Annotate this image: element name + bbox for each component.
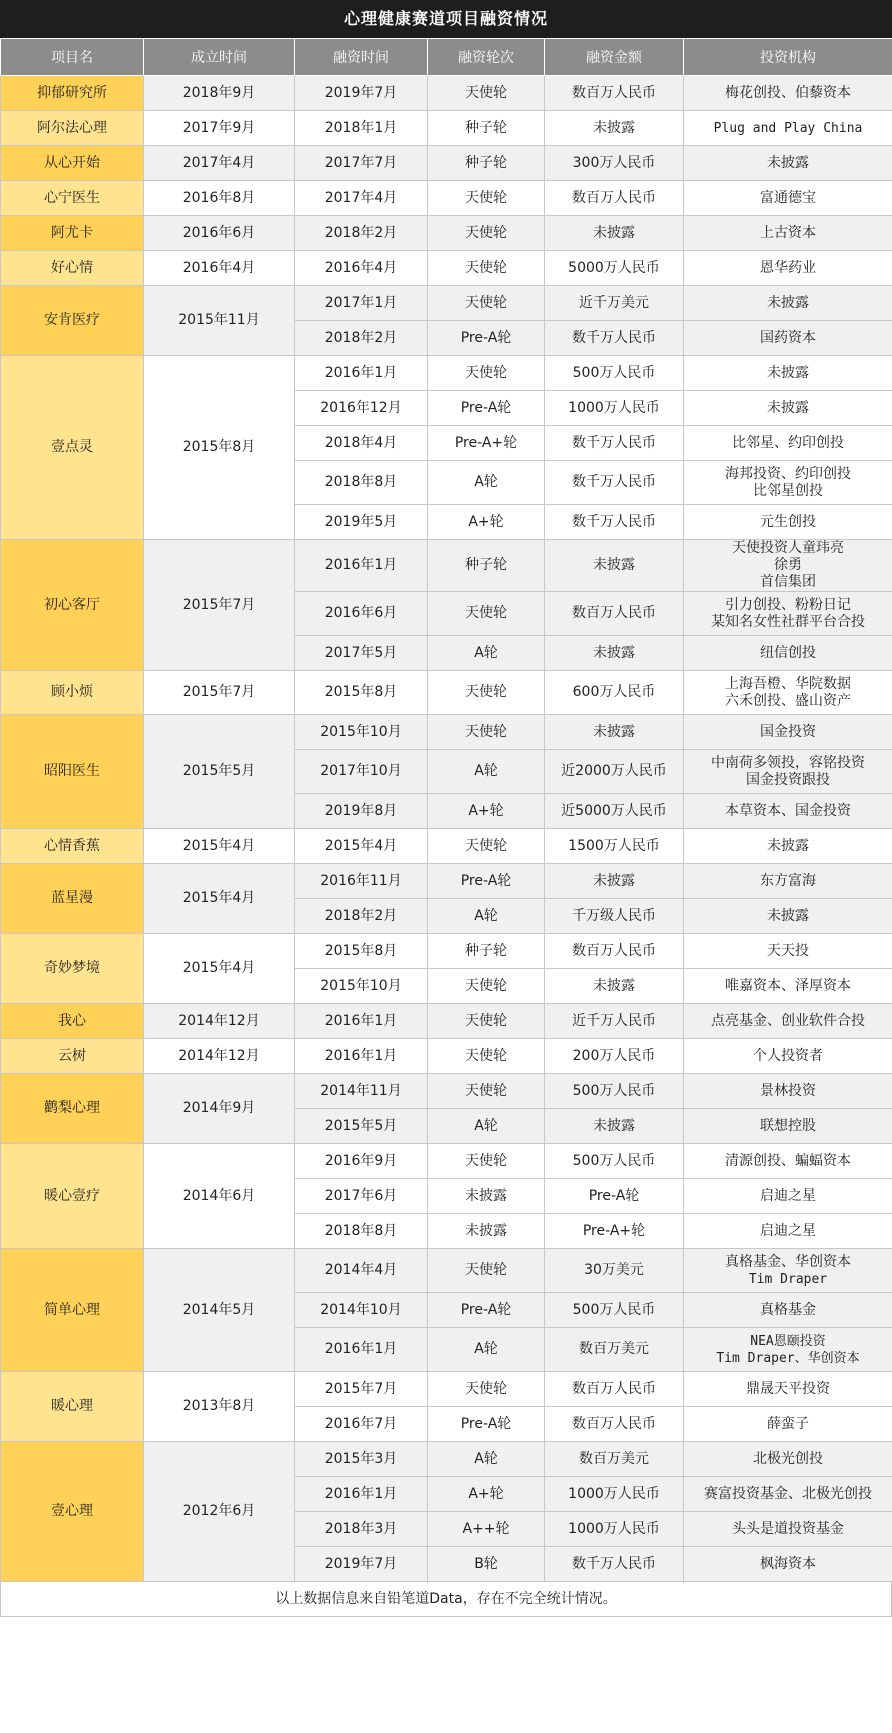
amount-cell: 600万人民币 [545,671,684,715]
investor-line: 中南荷多领投，容铭投资 [711,754,865,771]
project-name-cell: 安肯医疗 [1,286,144,356]
amount-cell: 近5000万人民币 [545,794,684,829]
round-cell: 天使轮 [428,1039,545,1074]
investor-line: 个人投资者 [753,1047,823,1064]
project-name-cell: 我心 [1,1004,144,1039]
header-project: 项目名 [1,39,144,76]
amount-cell: 数千万人民币 [545,505,684,540]
investor-line: 国金投资跟投 [746,771,830,788]
round-cell: 种子轮 [428,934,545,969]
table-row [1,715,892,750]
date-cell: 2016年1月 [295,1328,428,1372]
page-title: 心理健康赛道项目融资情况 [0,0,892,38]
date-cell: 2018年2月 [295,321,428,356]
amount-cell: 数百万人民币 [545,1407,684,1442]
date-cell: 2018年4月 [295,426,428,461]
investors-cell [684,794,892,829]
investors-cell [684,1442,892,1477]
project-name-cell: 壹心理 [1,1442,144,1582]
round-cell: 天使轮 [428,356,545,391]
project-name-cell: 顾小烦 [1,671,144,715]
amount-cell: 未披露 [545,540,684,592]
footer-note: 以上数据信息来自铅笔道Data，存在不完全统计情况。 [0,1582,892,1617]
amount-cell: 近千万美元 [545,286,684,321]
founded-cell: 2015年5月 [144,715,295,829]
founded-cell: 2015年4月 [144,934,295,1004]
investor-line: Tim Draper、华创资本 [716,1350,860,1366]
investor-line: 点亮基金、创业软件合投 [711,1012,865,1029]
date-cell: 2015年7月 [295,1372,428,1407]
date-cell: 2017年1月 [295,286,428,321]
founded-cell: 2014年5月 [144,1249,295,1372]
project-name-cell: 鹳梨心理 [1,1074,144,1144]
amount-cell: Pre-A轮 [545,1179,684,1214]
investor-line: 梅花创投、伯藜资本 [725,84,851,101]
investors-cell [684,671,892,715]
investor-line: 富通德宝 [760,189,816,206]
investor-line: 国金投资 [760,723,816,740]
project-name-cell: 奇妙梦境 [1,934,144,1004]
amount-cell: 数百万人民币 [545,1372,684,1407]
date-cell: 2015年8月 [295,671,428,715]
date-cell: 2015年10月 [295,969,428,1004]
date-cell: 2014年11月 [295,1074,428,1109]
investors-cell [684,1039,892,1074]
founded-cell: 2016年4月 [144,251,295,286]
founded-cell: 2018年9月 [144,76,295,111]
date-cell: 2019年7月 [295,1547,428,1582]
amount-cell: 未披露 [545,636,684,671]
table-row [1,1004,892,1039]
round-cell: 天使轮 [428,216,545,251]
project-name-cell: 抑郁研究所 [1,76,144,111]
investors-cell [684,829,892,864]
founded-cell: 2013年8月 [144,1372,295,1442]
founded-cell: 2014年6月 [144,1144,295,1249]
round-cell: Pre-A轮 [428,1407,545,1442]
amount-cell: 数百万人民币 [545,592,684,636]
round-cell: A轮 [428,461,545,505]
round-cell: 种子轮 [428,111,545,146]
project-name-cell: 壹点灵 [1,356,144,540]
round-cell: 种子轮 [428,540,545,592]
investors-cell [684,1004,892,1039]
amount-cell: 未披露 [545,969,684,1004]
amount-cell: 近千万人民币 [545,1004,684,1039]
table-row [1,181,892,216]
date-cell: 2015年5月 [295,1109,428,1144]
header-row [1,39,892,76]
investor-line: 未披露 [767,154,809,171]
investor-line: 头头是道投资基金 [732,1520,844,1537]
investors-cell [684,111,892,146]
amount-cell: 未披露 [545,1109,684,1144]
project-name-cell: 心宁医生 [1,181,144,216]
amount-cell: 数百万美元 [545,1328,684,1372]
investors-cell [684,1249,892,1293]
round-cell: 未披露 [428,1179,545,1214]
investor-line: 启迪之星 [760,1222,816,1239]
amount-cell: 数百万美元 [545,1442,684,1477]
investors-cell [684,181,892,216]
round-cell: 天使轮 [428,969,545,1004]
founded-cell: 2014年9月 [144,1074,295,1144]
investors-cell [684,461,892,505]
investor-line: 启迪之星 [760,1187,816,1204]
date-cell: 2014年4月 [295,1249,428,1293]
table-row [1,864,892,899]
investors-cell [684,1512,892,1547]
project-name-cell: 阿尔法心理 [1,111,144,146]
round-cell: Pre-A轮 [428,391,545,426]
amount-cell: 数千万人民币 [545,1547,684,1582]
date-cell: 2017年6月 [295,1179,428,1214]
date-cell: 2016年1月 [295,540,428,592]
investors-cell [684,715,892,750]
round-cell: 天使轮 [428,671,545,715]
date-cell: 2016年12月 [295,391,428,426]
round-cell: B轮 [428,1547,545,1582]
amount-cell: 千万级人民币 [545,899,684,934]
amount-cell: 未披露 [545,216,684,251]
investor-line: 首信集团 [760,574,816,590]
amount-cell: 1000万人民币 [545,391,684,426]
investors-cell [684,592,892,636]
header-amount: 融资金额 [545,39,684,76]
investor-line: 未披露 [767,364,809,381]
table-row [1,251,892,286]
founded-cell: 2014年12月 [144,1004,295,1039]
amount-cell: 500万人民币 [545,1074,684,1109]
investor-line: 真格基金、华创资本 [725,1253,851,1270]
amount-cell: 数百万人民币 [545,181,684,216]
investor-line: 枫海资本 [760,1555,816,1572]
round-cell: A轮 [428,1442,545,1477]
date-cell: 2016年9月 [295,1144,428,1179]
founded-cell: 2012年6月 [144,1442,295,1582]
round-cell: Pre-A轮 [428,864,545,899]
round-cell: A轮 [428,750,545,794]
investors-cell [684,1477,892,1512]
investors-cell [684,540,892,592]
date-cell: 2018年2月 [295,216,428,251]
amount-cell: 未披露 [545,715,684,750]
table-row [1,216,892,251]
date-cell: 2016年6月 [295,592,428,636]
amount-cell: 数千万人民币 [545,321,684,356]
round-cell: 天使轮 [428,592,545,636]
investor-line: 海邦投资、约印创投 [725,465,851,482]
founded-cell: 2015年7月 [144,671,295,715]
investor-line: 天天投 [767,942,809,959]
investors-cell [684,864,892,899]
table-row [1,540,892,592]
investors-cell [684,1074,892,1109]
table-row [1,1039,892,1074]
amount-cell: 200万人民币 [545,1039,684,1074]
header-investors: 投资机构 [684,39,892,76]
table-row [1,356,892,391]
amount-cell: 500万人民币 [545,1144,684,1179]
amount-cell: 300万人民币 [545,146,684,181]
round-cell: 天使轮 [428,1249,545,1293]
investors-cell [684,286,892,321]
investors-cell [684,356,892,391]
investor-line: 某知名女性社群平台合投 [711,613,865,630]
date-cell: 2018年3月 [295,1512,428,1547]
investors-cell [684,146,892,181]
founded-cell: 2015年8月 [144,356,295,540]
project-name-cell: 阿尤卡 [1,216,144,251]
date-cell: 2016年1月 [295,1039,428,1074]
table-row [1,934,892,969]
investors-cell [684,899,892,934]
amount-cell: 数千万人民币 [545,461,684,505]
round-cell: A轮 [428,1109,545,1144]
round-cell: 天使轮 [428,1144,545,1179]
date-cell: 2016年1月 [295,1477,428,1512]
project-name-cell: 昭阳医生 [1,715,144,829]
investor-line: 本草资本、国金投资 [725,802,851,819]
date-cell: 2016年1月 [295,1004,428,1039]
investor-line: 北极光创投 [753,1450,823,1467]
amount-cell: 数千万人民币 [545,426,684,461]
date-cell: 2017年4月 [295,181,428,216]
investors-cell [684,426,892,461]
investor-line: 纽信创投 [760,644,816,661]
table-row [1,76,892,111]
founded-cell: 2017年9月 [144,111,295,146]
investor-line: 比邻星创投 [753,482,823,499]
project-name-cell: 好心情 [1,251,144,286]
round-cell: A++轮 [428,1512,545,1547]
round-cell: 天使轮 [428,181,545,216]
investors-cell [684,969,892,1004]
date-cell: 2019年5月 [295,505,428,540]
round-cell: A轮 [428,636,545,671]
date-cell: 2016年1月 [295,356,428,391]
founded-cell: 2015年4月 [144,864,295,934]
amount-cell: 1000万人民币 [545,1477,684,1512]
table-row [1,111,892,146]
investor-line: 元生创投 [760,513,816,530]
investors-cell [684,750,892,794]
table-row [1,1074,892,1109]
project-name-cell: 暖心壹疗 [1,1144,144,1249]
round-cell: Pre-A轮 [428,321,545,356]
round-cell: 天使轮 [428,251,545,286]
round-cell: 未披露 [428,1214,545,1249]
date-cell: 2016年4月 [295,251,428,286]
table-row [1,1144,892,1179]
investors-cell [684,1372,892,1407]
investor-line: 东方富海 [760,872,816,889]
founded-cell: 2014年12月 [144,1039,295,1074]
date-cell: 2018年8月 [295,1214,428,1249]
investor-line: 上古资本 [760,224,816,241]
table-body [1,76,892,1582]
round-cell: 天使轮 [428,1372,545,1407]
date-cell: 2015年10月 [295,715,428,750]
investor-line: 鼎晟天平投资 [746,1380,830,1397]
investor-line: 联想控股 [760,1117,816,1134]
financing-table [0,38,892,1582]
investor-line: 比邻星、约印创投 [732,434,844,451]
investors-cell [684,216,892,251]
date-cell: 2019年8月 [295,794,428,829]
amount-cell: 未披露 [545,864,684,899]
founded-cell: 2016年8月 [144,181,295,216]
investor-line: 六禾创投、盛山资产 [725,692,851,709]
investors-cell [684,1214,892,1249]
investor-line: 薛蛮子 [767,1415,809,1432]
table-row [1,829,892,864]
header-date: 融资时间 [295,39,428,76]
project-name-cell: 蓝星漫 [1,864,144,934]
date-cell: 2018年8月 [295,461,428,505]
investors-cell [684,934,892,969]
date-cell: 2017年10月 [295,750,428,794]
founded-cell: 2015年7月 [144,540,295,671]
round-cell: A+轮 [428,505,545,540]
round-cell: A+轮 [428,794,545,829]
investor-line: 徐勇 [774,557,802,573]
round-cell: 天使轮 [428,286,545,321]
date-cell: 2015年3月 [295,1442,428,1477]
project-name-cell: 心情香蕉 [1,829,144,864]
round-cell: A轮 [428,1328,545,1372]
investors-cell [684,391,892,426]
date-cell: 2016年11月 [295,864,428,899]
project-name-cell: 暖心理 [1,1372,144,1442]
round-cell: 天使轮 [428,715,545,750]
investor-line: 真格基金 [760,1301,816,1318]
investors-cell [684,76,892,111]
investor-line: 引力创投、粉粉日记 [725,596,851,613]
project-name-cell: 云树 [1,1039,144,1074]
amount-cell: 1500万人民币 [545,829,684,864]
amount-cell: 未披露 [545,111,684,146]
date-cell: 2018年2月 [295,899,428,934]
investor-line: 赛富投资基金、北极光创投 [704,1485,872,1502]
investors-cell [684,1547,892,1582]
investors-cell [684,1109,892,1144]
project-name-cell: 初心客厅 [1,540,144,671]
table-row [1,671,892,715]
date-cell: 2018年1月 [295,111,428,146]
date-cell: 2015年8月 [295,934,428,969]
founded-cell: 2015年11月 [144,286,295,356]
amount-cell: 500万人民币 [545,356,684,391]
investor-line: 未披露 [767,294,809,311]
investor-line: 未披露 [767,399,809,416]
investors-cell [684,636,892,671]
round-cell: 天使轮 [428,829,545,864]
amount-cell: 1000万人民币 [545,1512,684,1547]
round-cell: 天使轮 [428,1004,545,1039]
header-round: 融资轮次 [428,39,545,76]
round-cell: 种子轮 [428,146,545,181]
table-row [1,1249,892,1293]
amount-cell: 5000万人民币 [545,251,684,286]
amount-cell: Pre-A+轮 [545,1214,684,1249]
investor-line: 清源创投、蝙蝠资本 [725,1152,851,1169]
investor-line: NEA恩颐投资 [750,1333,826,1349]
investors-cell [684,1328,892,1372]
investor-line: Tim Draper [748,1271,828,1287]
investors-cell [684,1144,892,1179]
investor-line: 天使投资人童玮亮 [732,540,844,556]
investor-line: 国药资本 [760,329,816,346]
amount-cell: 500万人民币 [545,1293,684,1328]
investor-line: 上海吾橙、华院数据 [725,675,851,692]
investors-cell [684,321,892,356]
project-name-cell: 从心开始 [1,146,144,181]
founded-cell: 2017年4月 [144,146,295,181]
table-row [1,146,892,181]
round-cell: 天使轮 [428,76,545,111]
founded-cell: 2016年6月 [144,216,295,251]
round-cell: 天使轮 [428,1074,545,1109]
investors-cell [684,1293,892,1328]
date-cell: 2016年7月 [295,1407,428,1442]
investors-cell [684,505,892,540]
round-cell: A轮 [428,899,545,934]
amount-cell: 数百万人民币 [545,934,684,969]
investors-cell [684,251,892,286]
table-row [1,1372,892,1407]
investor-line: 景林投资 [760,1082,816,1099]
amount-cell: 数百万人民币 [545,76,684,111]
header-founded: 成立时间 [144,39,295,76]
table-row [1,1442,892,1477]
round-cell: Pre-A+轮 [428,426,545,461]
investors-cell [684,1407,892,1442]
amount-cell: 30万美元 [545,1249,684,1293]
round-cell: A+轮 [428,1477,545,1512]
project-name-cell: 简单心理 [1,1249,144,1372]
investor-line: Plug and Play China [713,120,863,136]
investor-line: 未披露 [767,837,809,854]
date-cell: 2014年10月 [295,1293,428,1328]
founded-cell: 2015年4月 [144,829,295,864]
investor-line: 恩华药业 [760,259,816,276]
date-cell: 2019年7月 [295,76,428,111]
date-cell: 2017年5月 [295,636,428,671]
date-cell: 2017年7月 [295,146,428,181]
investors-cell [684,1179,892,1214]
date-cell: 2015年4月 [295,829,428,864]
investor-line: 未披露 [767,907,809,924]
table-row [1,286,892,321]
round-cell: Pre-A轮 [428,1293,545,1328]
amount-cell: 近2000万人民币 [545,750,684,794]
investor-line: 唯嘉资本、泽厚资本 [725,977,851,994]
